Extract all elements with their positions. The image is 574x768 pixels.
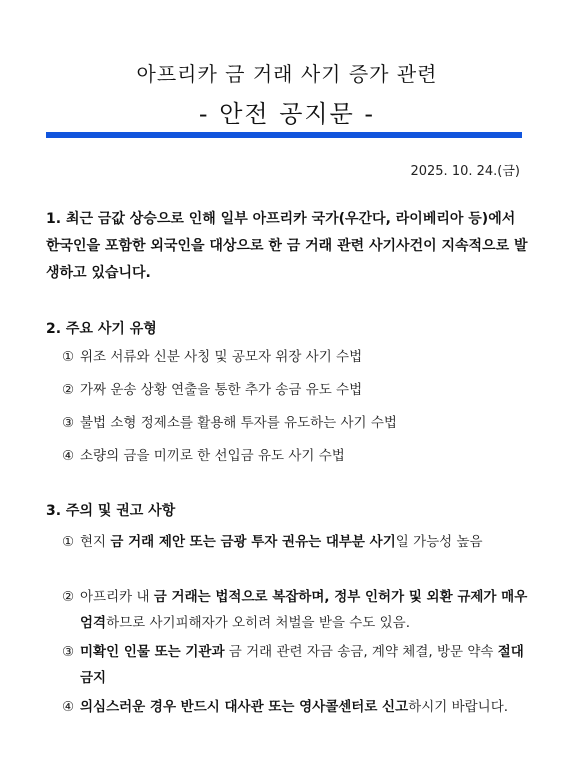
fraud-type-item (62, 344, 528, 370)
item-marker: ② (62, 382, 75, 398)
fraud-type-item (62, 410, 528, 436)
item-marker: ① (62, 349, 75, 365)
item-text-bold: 절대 금지 (80, 644, 524, 686)
section-1 (46, 206, 528, 287)
item-marker: ③ (62, 644, 75, 660)
section-1-text: 최근 금값 상승으로 인해 일부 아프리카 국가(우간다, 라이베리아 등)에서 한국인을 포함한 외국인을 대상으로 한 금 거래 관련 사기사건이 지속적으로 발생하고 있습니다. (46, 211, 528, 281)
advice-item (62, 529, 528, 555)
fraud-type-item (62, 443, 528, 469)
item-text-bold: 금 거래 제안 또는 금광 투자 권유는 대부분 사기 (110, 534, 396, 550)
item-text-part: 현지 (80, 534, 111, 550)
section-2-heading: 2. 주요 사기 유형 (46, 321, 157, 337)
item-text (80, 584, 528, 636)
advice-item (62, 584, 528, 636)
item-marker: ① (62, 534, 75, 550)
section-1-number: 1. (46, 211, 62, 227)
item-text-bold: 금 거래는 법적으로 복잡하며, 정부 인허가 및 외환 규제가 매우 엄격 (80, 589, 528, 631)
item-text (80, 529, 528, 555)
item-text-bold: 미확인 인물 또는 기관과 (80, 644, 225, 660)
notice-date: 2025. 10. 24.(금) (410, 164, 520, 179)
item-text (80, 694, 528, 720)
item-text: 가짜 운송 상황 연출을 통한 추가 송금 유도 수법 (80, 382, 363, 398)
item-text-bold: 의심스러운 경우 반드시 대사관 또는 영사콜센터로 신고 (80, 699, 409, 715)
advice-item (62, 694, 528, 720)
notice-title: 아프리카 금 거래 사기 증가 관련 (136, 62, 438, 86)
item-text-part: 하시기 바랍니다. (408, 699, 509, 715)
section-3-heading: 3. 주의 및 권고 사항 (46, 503, 176, 519)
item-text-part: 아프리카 내 (80, 589, 154, 605)
title-divider (46, 132, 522, 138)
item-text-part: 금 거래 관련 자금 송금, 계약 체결, 방문 약속 (224, 644, 498, 660)
item-marker: ④ (62, 699, 75, 715)
item-text: 불법 소형 정제소를 활용해 투자를 유도하는 사기 수법 (80, 415, 397, 431)
item-marker: ③ (62, 415, 75, 431)
item-text (80, 639, 528, 691)
notice-subtitle: - 안전 공지문 - (198, 100, 376, 128)
item-text-part: 하므로 사기피해자가 오히려 처벌을 받을 수도 있음. (106, 615, 410, 631)
advice-item (62, 639, 528, 691)
item-marker: ④ (62, 448, 75, 464)
item-text: 위조 서류와 신분 사칭 및 공모자 위장 사기 수법 (80, 349, 363, 365)
fraud-type-item (62, 377, 528, 403)
item-text: 소량의 금을 미끼로 한 선입금 유도 사기 수법 (80, 448, 345, 464)
item-text-part: 일 가능성 높음 (395, 534, 483, 550)
item-marker: ② (62, 589, 75, 605)
